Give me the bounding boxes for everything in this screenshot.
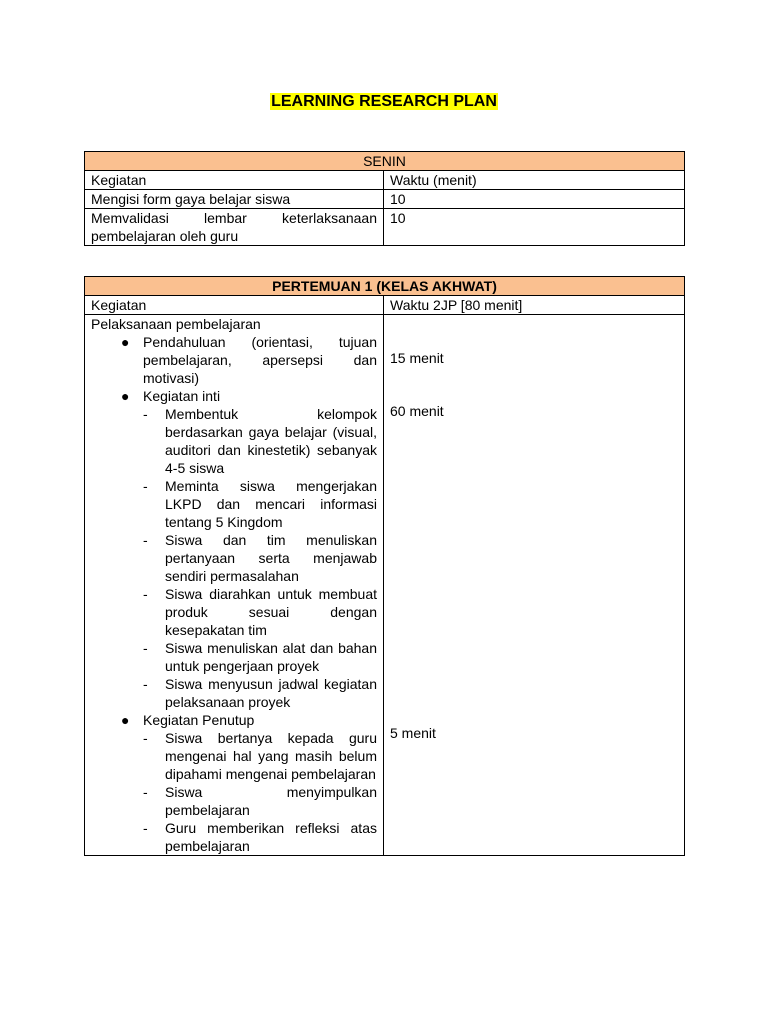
time-detail-cell <box>384 315 685 856</box>
list-item <box>143 477 377 531</box>
document-title <box>0 92 768 112</box>
activity-cell: Memvalidasi lembar keterlaksanaan pembelajaran oleh guru <box>85 209 384 246</box>
time-cell: 10 <box>384 209 685 246</box>
table-row <box>85 190 685 209</box>
bullet-icon: ● <box>121 334 130 350</box>
column-header-waktu: Waktu 2JP [80 menit] <box>384 296 685 315</box>
time-value: 5 menit <box>390 725 436 741</box>
list-item <box>143 639 377 675</box>
sub-item-text: Siswa bertanya kepada guru mengenai hal yang masih belum dipahami mengenai pembelajaran <box>165 730 377 782</box>
table-row <box>85 296 685 315</box>
schedule-table-pertemuan-1 <box>84 276 685 856</box>
column-header-waktu: Waktu (menit) <box>384 171 685 190</box>
list-item <box>143 405 377 477</box>
table-header-senin: SENIN <box>85 152 685 171</box>
table-header-pertemuan: PERTEMUAN 1 (KELAS AKHWAT) <box>85 277 685 296</box>
list-item <box>143 783 377 819</box>
sub-item-text: Siswa menuliskan alat dan bahan untuk pengerjaan proyek <box>165 640 377 674</box>
bullet-icon: ● <box>121 388 130 404</box>
sub-item-text: Meminta siswa mengerjakan LKPD dan mencari informasi tentang 5 Kingdom <box>165 478 377 530</box>
column-header-kegiatan: Kegiatan <box>85 171 384 190</box>
list-item <box>121 387 377 711</box>
activity-cell: Mengisi form gaya belajar siswa <box>85 190 384 209</box>
document-title-text: LEARNING RESEARCH PLAN <box>271 93 497 110</box>
section-label: Pendahuluan (orientasi, tujuan pembelajaran, apersepsi dan motivasi) <box>143 334 377 386</box>
dash-icon: - <box>143 640 148 656</box>
dash-icon: - <box>143 586 148 602</box>
dash-icon: - <box>143 676 148 692</box>
dash-icon: - <box>143 784 148 800</box>
sub-item-text: Siswa menyimpulkan pembelajaran <box>165 784 377 818</box>
section-list <box>91 333 377 855</box>
time-value: 15 menit <box>390 350 444 366</box>
sub-item-text: Siswa dan tim menuliskan pertanyaan serta menjawab sendiri permasalahan <box>165 532 377 584</box>
list-item <box>143 729 377 783</box>
list-item <box>143 675 377 711</box>
column-header-kegiatan: Kegiatan <box>85 296 384 315</box>
section-label: Kegiatan inti <box>143 388 221 404</box>
activity-detail-cell <box>85 315 384 856</box>
list-item <box>143 531 377 585</box>
list-item <box>121 333 377 387</box>
dash-icon: - <box>143 532 148 548</box>
intro-text: Pelaksanaan pembelajaran <box>91 316 261 332</box>
sub-item-text: Membentuk kelompok berdasarkan gaya belajar (visual, auditori dan kinestetik) sebanyak 4-5 siswa <box>165 406 377 476</box>
list-item <box>143 585 377 639</box>
section-label: Kegiatan Penutup <box>143 712 255 728</box>
sub-list <box>143 405 377 711</box>
time-cell: 10 <box>384 190 685 209</box>
dash-icon: - <box>143 406 148 422</box>
dash-icon: - <box>143 730 148 746</box>
list-item <box>121 711 377 855</box>
sub-item-text: Siswa diarahkan untuk membuat produk sesuai dengan kesepakatan tim <box>165 586 377 638</box>
sub-item-text: Siswa menyusun jadwal kegiatan pelaksanaan proyek <box>165 676 377 710</box>
table-row <box>85 315 685 856</box>
dash-icon: - <box>143 478 148 494</box>
table-row <box>85 209 685 246</box>
schedule-table-senin <box>84 151 685 246</box>
bullet-icon: ● <box>121 712 130 728</box>
sub-item-text: Guru memberikan refleksi atas pembelajaran <box>165 820 377 854</box>
sub-list <box>143 729 377 855</box>
time-value: 60 menit <box>390 403 444 419</box>
list-item <box>143 819 377 855</box>
table-row <box>85 171 685 190</box>
dash-icon: - <box>143 820 148 836</box>
